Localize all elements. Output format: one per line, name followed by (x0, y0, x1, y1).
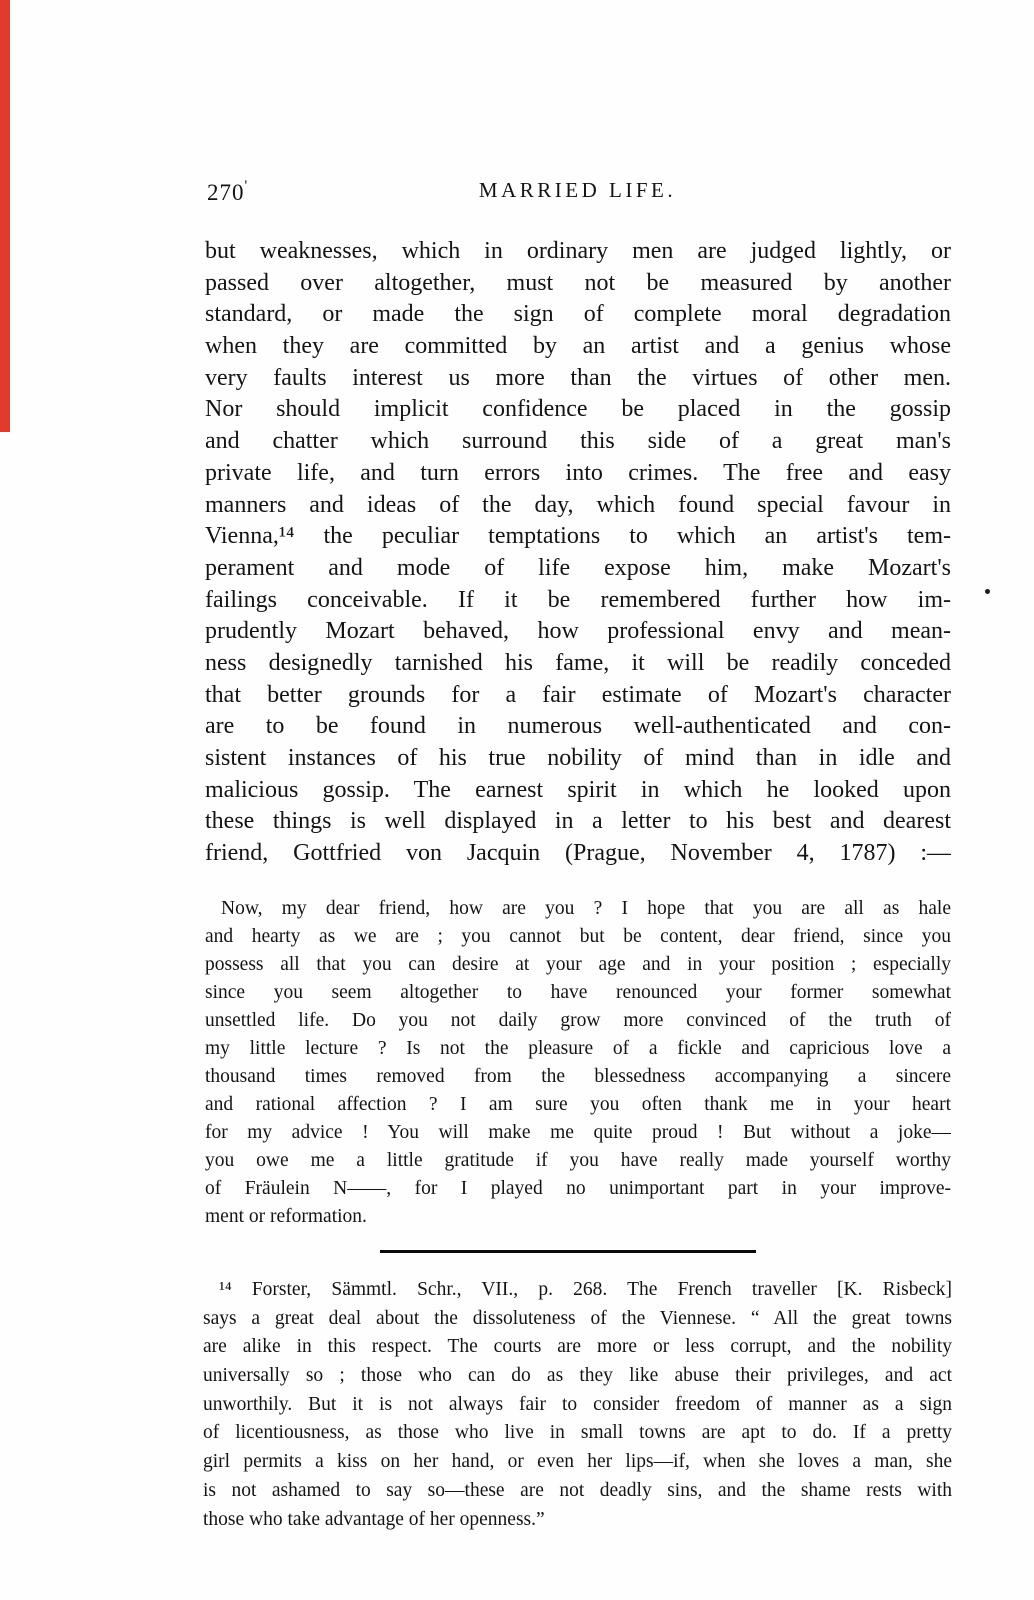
text-line: perament and mode of life expose him, make Mozart's (205, 554, 951, 581)
page-header (205, 178, 950, 208)
text-line: standard, or made the sign of complete moral degradation (205, 301, 951, 328)
footnote-divider-rule (380, 1250, 756, 1253)
text-line: when they are committed by an artist and a genius whose (205, 333, 951, 360)
main-paragraph (205, 236, 951, 870)
text-line: Nor should implicit confidence be placed in the gossip (205, 396, 951, 423)
text-line: those who take advantage of her openness.” (203, 1508, 545, 1530)
ink-tick-mark: ' (244, 178, 249, 194)
text-line: malicious gossip. The earnest spirit in which he looked upon (205, 776, 951, 803)
text-line: unsettled life. Do you not daily grow more convinced of the truth of (205, 1010, 951, 1031)
ink-dot-artifact (985, 589, 990, 594)
text-line: friend, Gottfried von Jacquin (Prague, November 4, 1787) :— (205, 840, 951, 867)
text-line: are alike in this respect. The courts are more or less corrupt, and the nobility (203, 1336, 952, 1358)
text-line: ment or reformation. (205, 1206, 367, 1227)
text-line: but weaknesses, which in ordinary men are judged lightly, or (205, 238, 951, 264)
text-line: is not ashamed to say so—these are not deadly sins, and the shame rests with (203, 1479, 952, 1501)
text-line: you owe me a little gratitude if you have really made yourself worthy (205, 1150, 951, 1171)
text-line: these things is well displayed in a letter to his best and dearest (205, 808, 951, 835)
text-line: and hearty as we are ; you cannot but be content, dear friend, since you (205, 926, 951, 947)
text-line: ¹⁴ Forster, Sämmtl. Schr., VII., p. 268. The French traveller [K. Risbeck] (219, 1279, 952, 1300)
text-line: and rational affection ? I am sure you often thank me in your heart (205, 1094, 951, 1115)
text-line: manners and ideas of the day, which found special favour in (205, 491, 951, 518)
text-line: since you seem altogether to have renounced your former somewhat (205, 982, 951, 1003)
text-line: sistent instances of his true nobility of mind than in idle and (205, 745, 951, 771)
text-line: thousand times removed from the blessedness accompanying a sincere (205, 1066, 951, 1087)
running-head-title: MARRIED LIFE. (478, 178, 677, 202)
text-line: failings conceivable. If it be remembered further how im- (205, 586, 951, 613)
text-line: for my advice ! You will make me quite proud ! But without a joke— (205, 1122, 951, 1143)
text-line: Now, my dear friend, how are you ? I hope that you are all as hale (221, 898, 951, 919)
text-line: very faults interest us more than the virtues of other men. (205, 364, 951, 391)
text-line: that better grounds for a fair estimate of Mozart's character (205, 681, 951, 708)
text-line: says a great deal about the dissoluteness of the Viennese. “ All the great towns (203, 1307, 952, 1329)
text-line: and chatter which surround this side of a great man's (205, 428, 951, 455)
page-number: 270' (207, 178, 249, 205)
footnote (203, 1276, 952, 1534)
text-line: passed over altogether, must not be measured by another (205, 269, 951, 296)
red-edge-scan-mark (0, 0, 10, 432)
text-line: Vienna,¹⁴ the peculiar temptations to which an artist's tem- (205, 523, 951, 550)
text-line: private life, and turn errors into crimes. The free and easy (205, 459, 951, 486)
text-line: possess all that you can desire at your age and in your position ; especially (205, 954, 951, 975)
text-line: ness designedly tarnished his fame, it will be readily conceded (205, 649, 951, 676)
text-line: my little lecture ? Is not the pleasure of a fickle and capricious love a (205, 1038, 951, 1059)
text-line: of Fräulein N——, for I played no unimportant part in your improve- (205, 1178, 951, 1199)
text-line: prudently Mozart behaved, how professional envy and mean- (205, 618, 951, 645)
text-line: universally so ; those who can do as they like abuse their privileges, and act (203, 1365, 952, 1387)
text-line: girl permits a kiss on her hand, or even her lips—if, when she loves a man, she (203, 1451, 952, 1473)
text-line: of licentiousness, as those who live in small towns are apt to do. If a pretty (203, 1422, 952, 1444)
letter-quotation (205, 895, 951, 1231)
text-line: are to be found in numerous well-authenticated and con- (205, 713, 951, 740)
text-line: unworthily. But it is not always fair to consider freedom of manner as a sign (203, 1393, 952, 1415)
